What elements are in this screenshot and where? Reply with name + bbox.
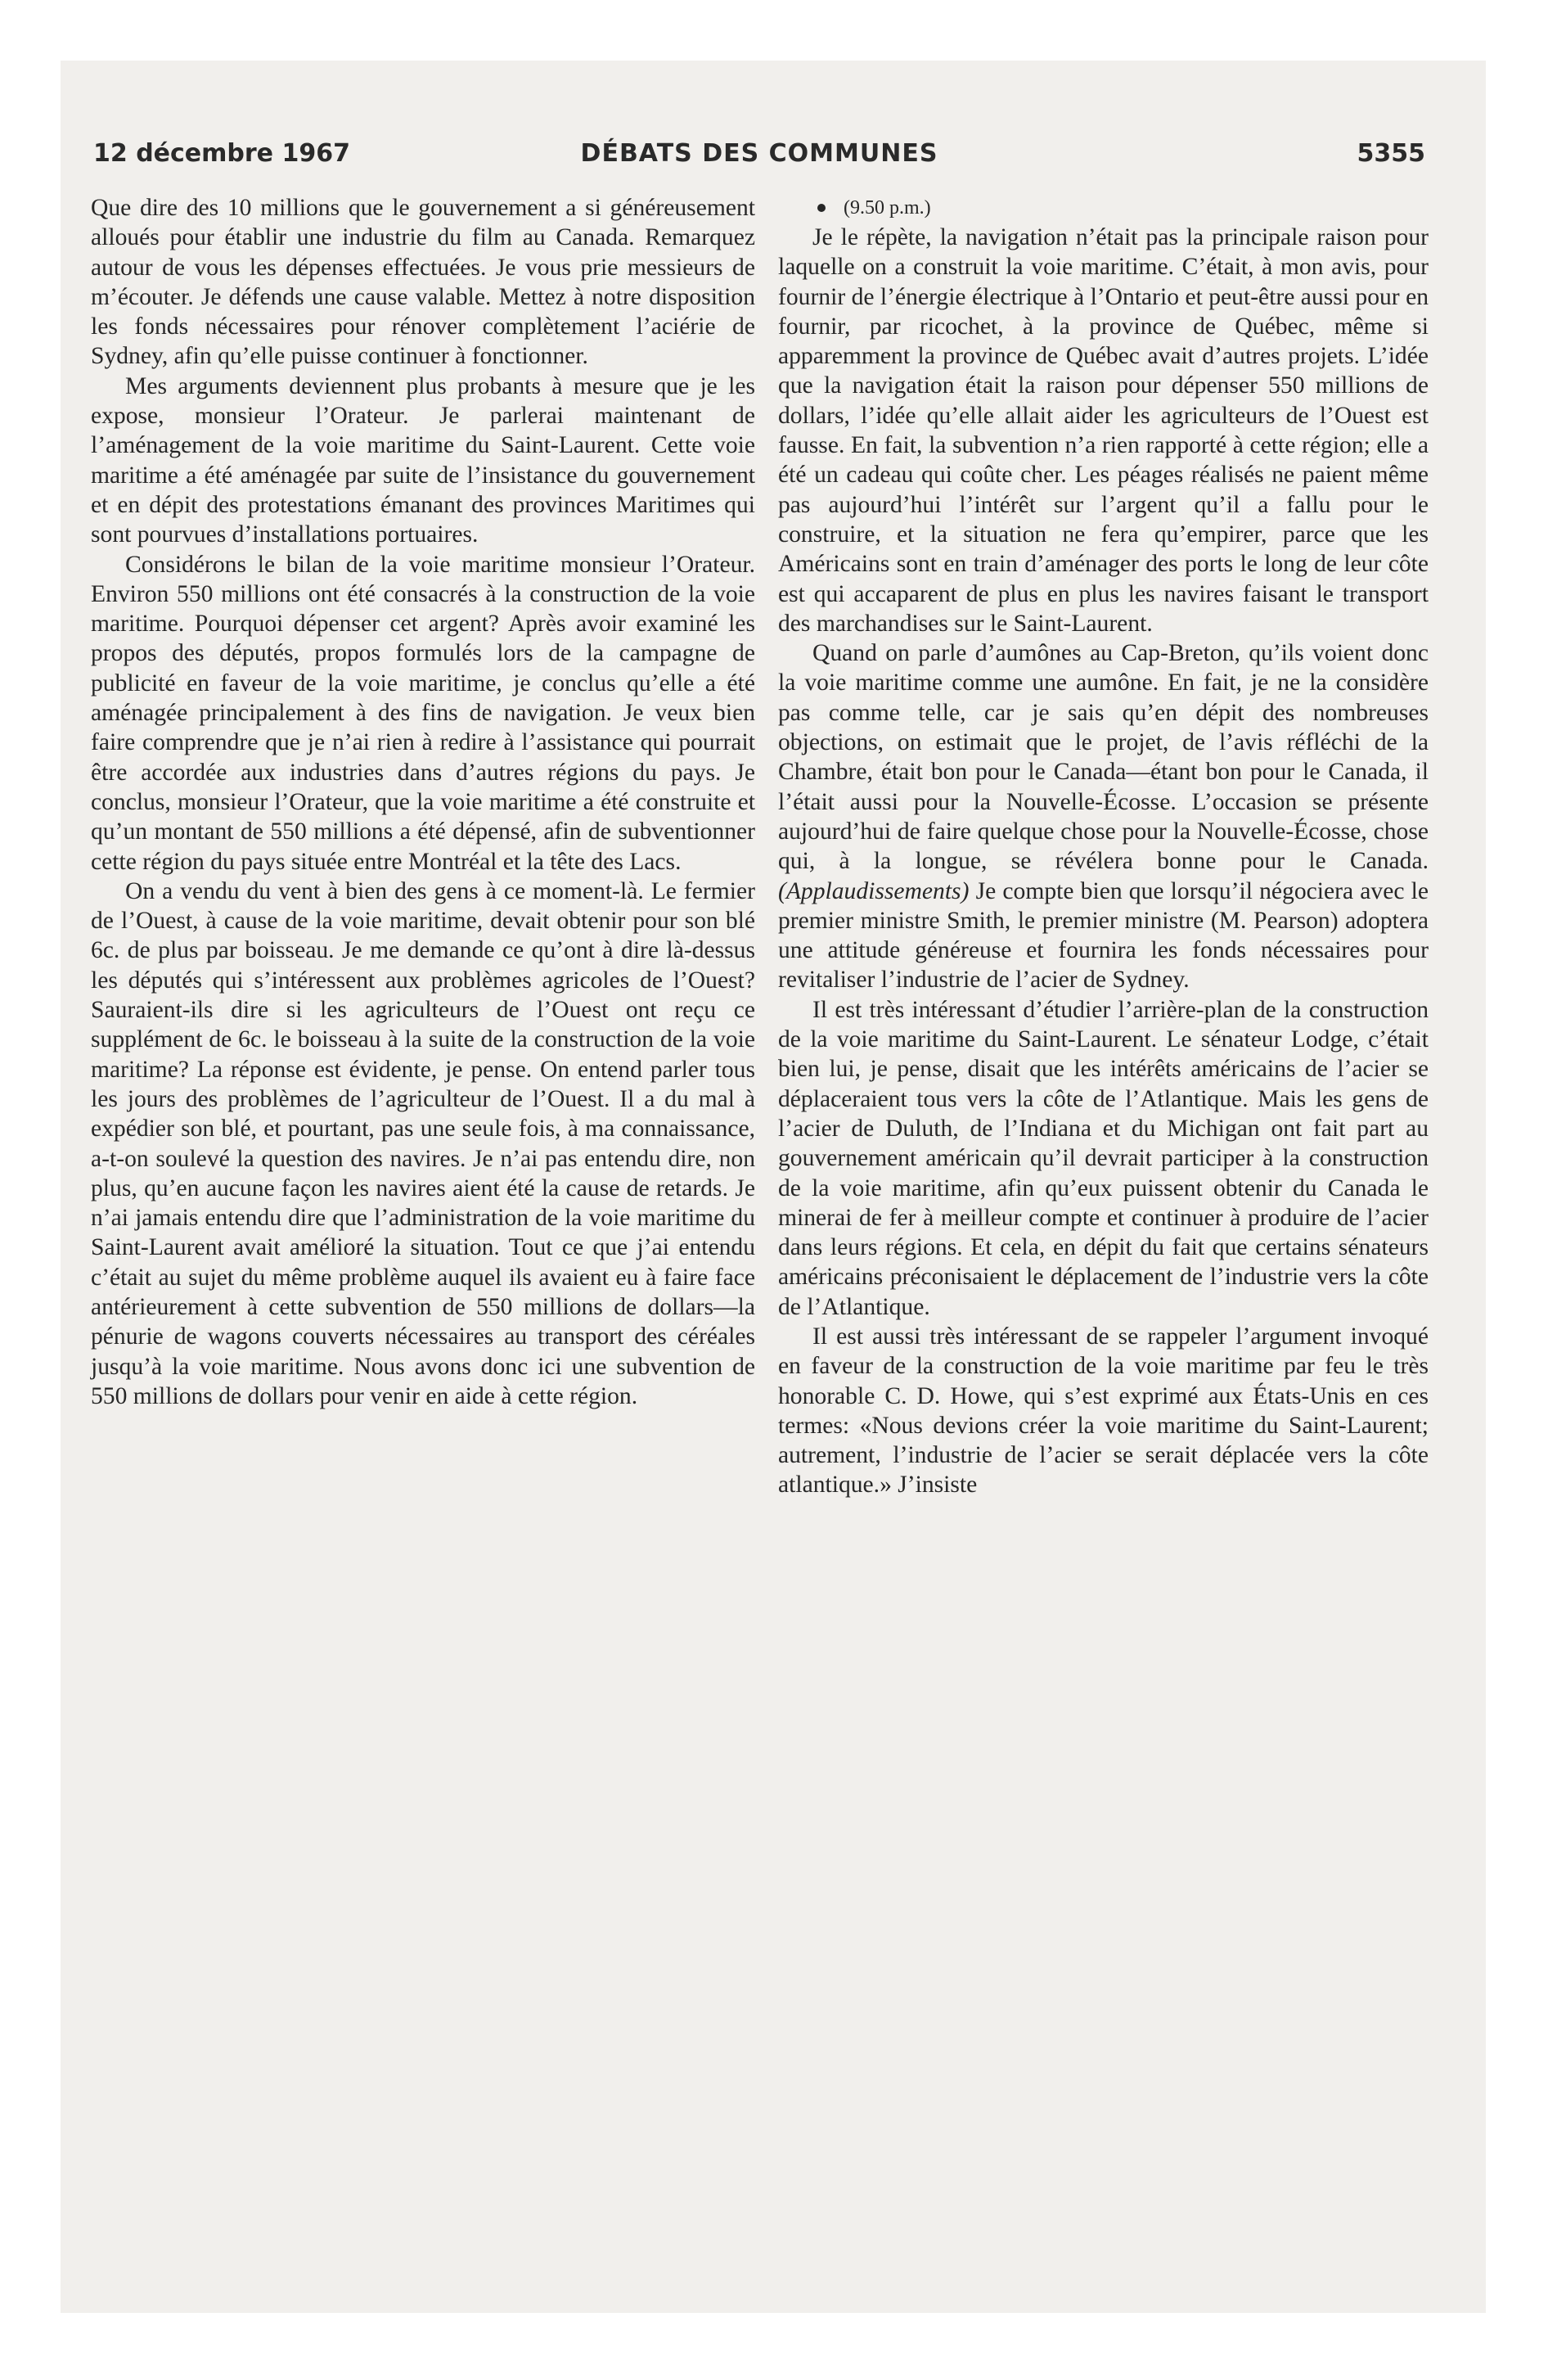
page-header <box>93 139 1425 178</box>
left-column <box>91 193 755 1411</box>
right-paragraph-1: Je le répète, la navigation n’était pas la principale raison pour laquelle on a construit la voie maritime. C’était, à mon avis, pour fournir de l’énergie électrique à l’Ontario et peut-être aussi pour en fournir, par ricochet, à la province de Québec, même si apparemment la province de Québec avait d’autres projets. L’idée que la navigation était la raison pour dépenser 550 millions de dollars, l’idée qu’elle allait aider les agriculteurs de l’Ouest est fausse. En fait, la subvention n’a rien rapporté à cette région; elle a été un cadeau qui coûte cher. Les péages réalisés ne paient même pas aujourd’hui l’intérêt sur l’argent qu’il a fallu pour le construire, et la situation ne fera qu’empirer, parce que les Américains sont en train d’aménager des ports le long de leur côte est qui accaparent de plus en plus les navires faisant le transport des marchandises sur le Saint-Laurent. <box>778 224 1429 637</box>
time-stamp-text: (9.50 p.m.) <box>844 197 931 219</box>
left-paragraph-2: Mes arguments deviennent plus probants à mesure que je les expose, monsieur l’Orateur. Je parlerai maintenant de l’aménagement de la voie maritime du Saint-Laurent. Cette voie maritime a été aménagée par suite de l’insistance du gouvernement et en dépit des protestations émanant des provinces Maritimes qui sont pourvues d’installations portuaires. <box>91 372 755 548</box>
right-column <box>778 193 1429 1500</box>
time-stamp <box>778 193 1429 223</box>
header-date: 12 décembre 1967 <box>93 139 350 168</box>
applause-note: (Applaudissements) <box>778 877 970 904</box>
left-paragraph-3: Considérons le bilan de la voie maritime monsieur l’Orateur. Environ 550 millions ont été consacrés à la construction de la voie maritime. Pourquoi dépenser cet argent? Après avoir examiné les propos des députés, propos formulés lors de la campagne de publicité en faveur de la voie maritime, je conclus qu’elle a été aménagée principalement à des fins de navigation. Je veux bien faire comprendre que je n’ai rien à redire à l’assistance qui pourrait être accordée aux industries dans d’autres régions du pays. Je conclus, monsieur l’Orateur, que la voie maritime a été construite et qu’un montant de 550 millions a été dépensé, afin de subventionner cette région du pays située entre Montréal et la tête des Lacs. <box>91 551 755 875</box>
right-paragraph-2-end: Je compte bien que lorsqu’il négociera avec le premier ministre Smith, le premier ministre (M. Pearson) adoptera une attitude généreuse et fournira les fonds nécessaires pour revitaliser l’industrie de l’acier de Sydney. <box>778 877 1429 994</box>
header-title: DÉBATS DES COMMUNES <box>580 139 938 168</box>
left-paragraph-4: On a vendu du vent à bien des gens à ce moment-là. Le fermier de l’Ouest, à cause de la voie maritime, devait obtenir pour son blé 6c. de plus par boisseau. Je me demande ce qu’ont à dire là-dessus les députés qui s’intéressent aux problèmes agricoles de l’Ouest? Sauraient-ils dire si les agriculteurs de l’Ouest ont reçu ce supplément de 6c. le boisseau à la suite de la construction de la voie maritime? La réponse est évidente, je pense. On entend parler tous les jours des problèmes de l’agriculteur de l’Ouest. Il a du mal à expédier son blé, et pourtant, pas une seule fois, à ma connaissance, a-t-on soulevé la question des navires. Je n’ai pas entendu dire, non plus, qu’en aucune façon les navires aient été la cause de retards. Je n’ai jamais entendu dire que l’administration de la voie maritime du Saint-Laurent avait amélioré la situation. Tout ce que j’ai entendu c’était au sujet du même problème auquel ils avaient eu à faire face antérieurement à cette subvention de 550 millions de dollars—la pénurie de wagons couverts nécessaires au transport des céréales jusqu’à la voie maritime. Nous avons donc ici une subvention de 550 millions de dollars pour venir en aide à cette région. <box>91 877 755 1409</box>
bullet-icon <box>817 204 826 212</box>
right-paragraph-2-start: Quand on parle d’aumônes au Cap-Breton, qu’ils voient donc la voie maritime comme une aumône. En fait, je ne la considère pas comme telle, car je sais qu’en dépit des nombreuses objections, on estimait que le projet, de l’avis réfléchi de la Chambre, était bon pour le Canada—étant bon pour le Canada, il l’était aussi pour la Nouvelle-Écosse. L’occasion se présente aujourd’hui de faire quelque chose pour la Nouvelle-Écosse, chose qui, à la longue, se révélera bonne pour le Canada. <box>778 640 1429 875</box>
right-paragraph-4: Il est aussi très intéressant de se rappeler l’argument invoqué en faveur de la construction de la voie maritime par feu le très honorable C. D. Howe, qui s’est exprimé aux États-Unis en ces termes: «Nous devions créer la voie maritime du Saint-Laurent; autrement, l’industrie de l’acier se serait déplacée vers la côte atlantique.» J’insiste <box>778 1323 1429 1499</box>
right-paragraph-3: Il est très intéressant d’étudier l’arrière-plan de la construction de la voie maritime du Saint-Laurent. Le sénateur Lodge, c’était bien lui, je pense, disait que les intérêts américains de l’acier se déplaceraient tous vers la côte de l’Atlantique. Mais les gens de l’acier de Duluth, de l’Indiana et du Michigan ont fait part au gouvernement américain qu’il devrait participer à la construction de la voie maritime, afin qu’eux puissent obtenir du Canada le minerai de fer à meilleur compte et continuer à produire de l’acier dans leurs régions. Et cela, en dépit du fait que certains sénateurs américains préconisaient le déplacement de l’industrie vers la côte de l’Atlantique. <box>778 996 1429 1320</box>
left-paragraph-1: Que dire des 10 millions que le gouvernement a si généreusement alloués pour établir une industrie du film au Canada. Remarquez autour de vous les dépenses effectuées. Je vous prie messieurs de m’écouter. Je défends une cause valable. Mettez à notre disposition les fonds nécessaires pour rénover complètement l’aciérie de Sydney, afin qu’elle puisse continuer à fonctionner. <box>91 195 755 370</box>
page-number: 5355 <box>1357 139 1425 168</box>
right-paragraph-2 <box>778 638 1429 995</box>
